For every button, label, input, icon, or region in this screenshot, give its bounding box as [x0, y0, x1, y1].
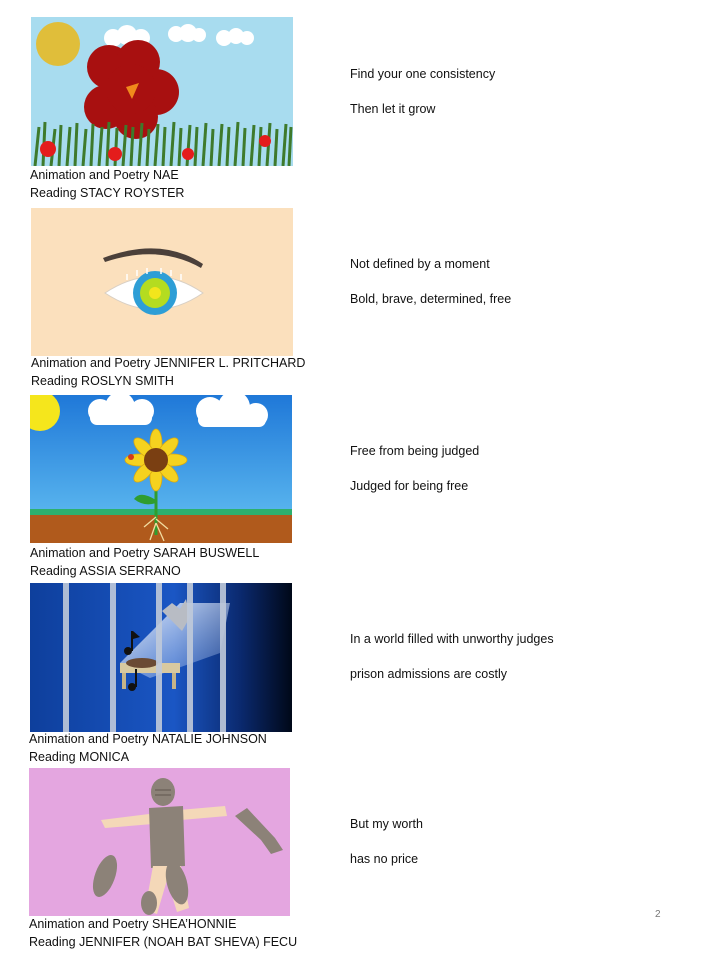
animation-frame-figure [29, 768, 290, 916]
animation-credit: Animation and Poetry SHEA’HONNIE [29, 917, 237, 931]
page-number: 2 [655, 909, 661, 920]
verse-line: Bold, brave, determined, free [350, 292, 512, 306]
animation-frame-eye [31, 208, 293, 356]
verse-line: Find your one consistency [350, 67, 496, 81]
animation-frame-prison [30, 583, 292, 732]
verse-line: In a world filled with unworthy judges [350, 632, 554, 646]
animation-credit: Animation and Poetry NATALIE JOHNSON [29, 732, 267, 746]
verse-line: prison admissions are costly [350, 667, 508, 681]
verse-line: Free from being judged [350, 444, 480, 458]
credit-block-2 [31, 355, 305, 390]
credit-block-1 [30, 167, 184, 202]
animation-credit: Animation and Poetry JENNIFER L. PRITCHARD [31, 356, 306, 370]
verse-line: has no price [350, 852, 419, 866]
verse-line: But my worth [350, 817, 423, 831]
credit-block-3 [30, 545, 259, 580]
credit-block-4 [29, 731, 267, 766]
animation-frame-sunflower [30, 395, 292, 543]
animation-credit: Animation and Poetry SARAH BUSWELL [30, 546, 260, 560]
verse-line: Not defined by a moment [350, 257, 490, 271]
verse-block-1 [350, 66, 495, 118]
reading-credit: Reading ASSIA SERRANO [30, 563, 181, 578]
credit-block-5 [29, 916, 297, 951]
verse-line: Judged for being free [350, 479, 469, 493]
verse-line: Then let it grow [350, 102, 436, 116]
sun-icon [36, 22, 80, 66]
reading-credit: Reading MONICA [29, 749, 130, 764]
verse-block-4 [350, 631, 554, 683]
reading-credit: Reading JENNIFER (NOAH BAT SHEVA) FECU [29, 934, 298, 949]
animation-credit: Animation and Poetry NAE [30, 168, 179, 182]
verse-block-3 [350, 443, 479, 495]
animation-frame-red-flower [31, 17, 293, 166]
verse-block-5 [350, 816, 423, 868]
reading-credit: Reading ROSLYN SMITH [31, 373, 174, 388]
verse-block-2 [350, 256, 511, 308]
reading-credit: Reading STACY ROYSTER [30, 185, 185, 200]
